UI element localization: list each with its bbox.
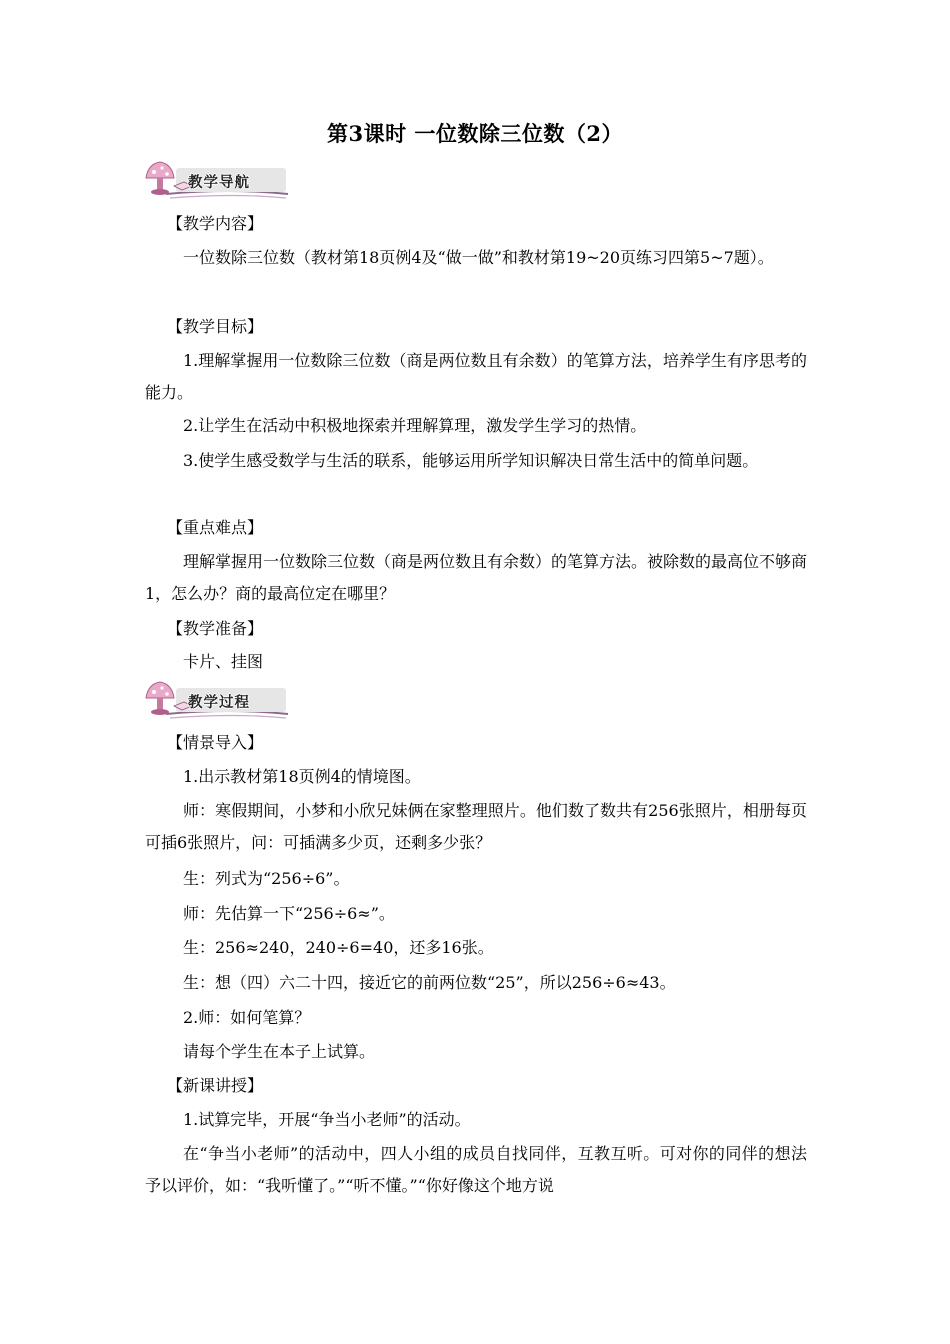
key-text: 理解掌握用一位数除三位数（商是两位数且有余数）的笔算方法。被除数的最高位不够商1，怎么办？商的最高位定在哪里？ [145,552,808,603]
intro-2: 师：寒假期间，小梦和小欣兄妹俩在家整理照片。他们数了数共有256张照片，相册每页可插6张照片，问：可插满多少页，还剩多少张？ [145,801,807,852]
intro-heading: 【情景导入】 [167,733,264,752]
key-heading: 【重点难点】 [167,518,264,537]
intro-5: 生：256≈240，240÷6=40，还多16张。 [183,938,494,957]
intro-1: 1.出示教材第18页例4的情境图。 [183,767,421,786]
prep-heading: 【教学准备】 [167,619,264,638]
intro-6: 生：想（四）六二十四，接近它的前两位数“25”，所以256÷6≈43。 [183,973,676,992]
intro-7: 2.师：如何笔算？ [183,1008,311,1027]
goal-2: 2.让学生在活动中积极地探索并理解算理，激发学生学习的热情。 [183,416,647,435]
goals-heading: 【教学目标】 [167,317,264,336]
goal-3: 3.使学生感受数学与生活的联系，能够运用所学知识解决日常生活中的简单问题。 [183,451,759,470]
page-title: 第3课时 一位数除三位数（2） [326,121,624,146]
section-banner-process [140,678,290,722]
new-heading: 【新课讲授】 [167,1076,264,1095]
new-2: 在“争当小老师”的活动中，四人小组的成员自找同伴，互教互听。可对你的同伴的想法予以评价，如：“我听懂了。”“听不懂。”“你好像这个地方说 [145,1144,807,1195]
content-text: 一位数除三位数（教材第18页例4及“做一做”和教材第19~20页练习四第5~7题）。 [183,248,774,267]
banner-process-label: 教学过程 [188,695,250,711]
intro-8: 请每个学生在本子上试算。 [183,1042,376,1061]
banner-nav-label: 教学导航 [188,175,250,191]
goal-1: 1.理解掌握用一位数除三位数（商是两位数且有余数）的笔算方法，培养学生有序思考的能力。 [145,351,807,402]
section-banner-nav [140,158,290,202]
content-heading: 【教学内容】 [167,214,264,233]
intro-4: 师：先估算一下“256÷6≈”。 [183,904,395,923]
intro-3: 生：列式为“256÷6”。 [183,869,350,888]
prep-text: 卡片、挂图 [183,652,264,671]
new-1: 1.试算完毕，开展“争当小老师”的活动。 [183,1110,471,1129]
